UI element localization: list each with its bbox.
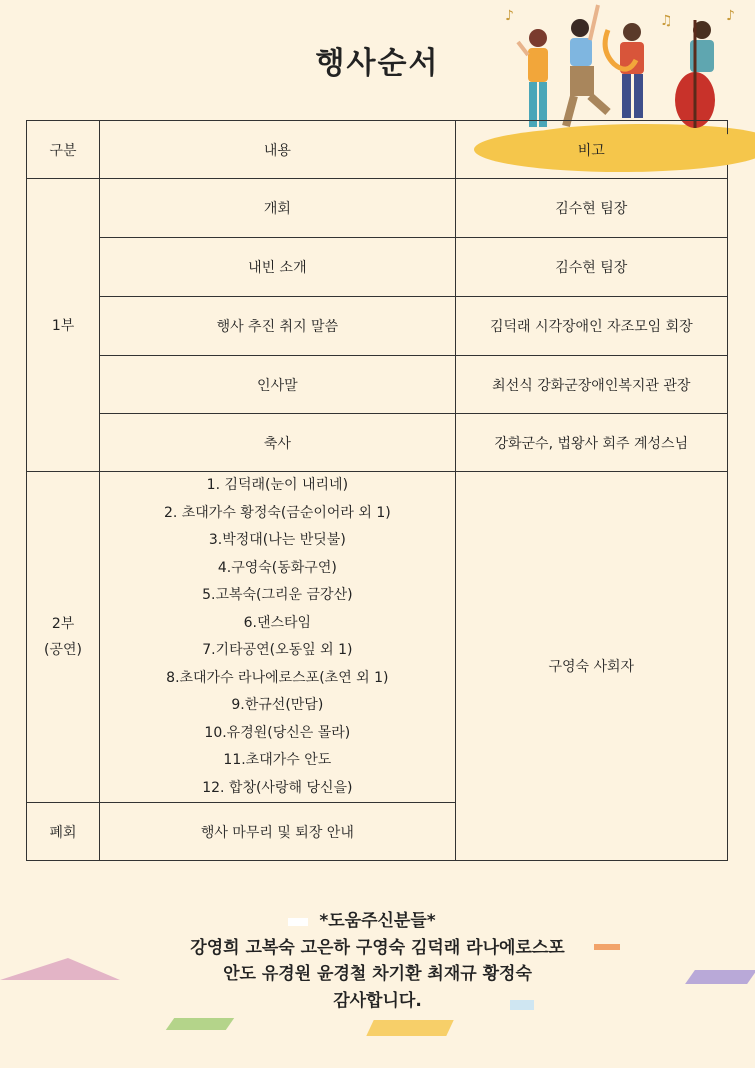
list-item: 6.댄스타임	[243, 614, 312, 631]
header-note-label: 비고	[577, 142, 605, 159]
double-bass-player-figure	[675, 20, 715, 128]
header-note	[455, 121, 727, 179]
thanks-line: 안도 유경원 윤경철 차기환 최재규 황정숙	[223, 964, 532, 984]
part2-note: 구영숙 사회자	[455, 472, 727, 861]
music-note-icon: ♪	[726, 8, 735, 24]
row-note: 김덕래 시각장애인 자조모임 회장	[455, 297, 727, 356]
header-category: 구분	[27, 121, 100, 179]
row-content: 축사	[100, 414, 456, 472]
part1-label: 1부	[27, 179, 100, 472]
table-row	[27, 414, 728, 472]
part2-label	[27, 472, 100, 803]
list-item: 9.한규선(만담)	[231, 697, 324, 713]
list-item: 1. 김덕래(눈이 내리네)	[206, 477, 349, 493]
table-row	[27, 297, 728, 356]
list-item: 5.고복숙(그리운 금강산)	[202, 587, 353, 603]
row-content: 행사 추진 취지 말씀	[100, 297, 456, 356]
list-item: 10.유경원(당신은 몰라)	[204, 724, 351, 741]
list-item: 7.기타공연(오동잎 외 1)	[202, 642, 353, 658]
table-row	[27, 356, 728, 414]
row-content: 인사말	[100, 356, 456, 414]
thanks-line: 강영희 고복숙 고은하 구영숙 김덕래 라나에로스포	[190, 937, 565, 958]
confetti-shape	[366, 1020, 453, 1036]
list-item: 11.초대가수 안도	[223, 752, 332, 768]
closing-content: 행사 마무리 및 퇴장 안내	[100, 803, 456, 861]
confetti-shape	[166, 1018, 234, 1030]
row-note: 김수현 팀장	[455, 238, 727, 297]
list-item: 8.초대가수 라나에로스포(초연 외 1)	[166, 669, 389, 686]
thanks-section	[0, 908, 755, 1014]
dancer-figure	[566, 5, 608, 126]
music-note-icon: ♪	[505, 8, 514, 24]
table-row	[27, 179, 728, 238]
music-note-icon: ♫	[660, 13, 673, 29]
list-item: 3.박정대(나는 반딧불)	[208, 532, 346, 548]
row-note: 강화군수, 법왕사 회주 계성스님	[455, 414, 727, 472]
header-content: 내용	[100, 121, 456, 179]
header-highlight	[474, 127, 755, 172]
list-item: 4.구영숙(동화구연)	[217, 559, 337, 576]
thanks-closing: 감사합니다.	[333, 990, 422, 1011]
row-note: 최선식 강화군장애인복지관 관장	[455, 356, 727, 414]
closing-label: 폐회	[27, 803, 100, 861]
program-table	[26, 120, 728, 861]
row-content: 내빈 소개	[100, 238, 456, 297]
table-row	[27, 238, 728, 297]
row-note: 김수현 팀장	[455, 179, 727, 238]
part2-label-line1: 2부	[51, 616, 75, 632]
performance-list	[100, 472, 456, 803]
part2-label-line2: (공연)	[44, 642, 83, 658]
list-item: 2. 초대가수 황정숙(금순이어라 외 1)	[163, 504, 391, 521]
row-content: 개회	[100, 179, 456, 238]
page-title: 행사순서	[315, 46, 440, 81]
table-row	[27, 472, 728, 803]
saxophone-player-figure	[605, 23, 644, 118]
thanks-heading: *도움주신분들*	[319, 911, 436, 931]
singer-figure	[518, 29, 548, 127]
table-header-row	[27, 121, 728, 179]
list-item: 12. 합창(사랑해 당신을)	[202, 779, 353, 796]
